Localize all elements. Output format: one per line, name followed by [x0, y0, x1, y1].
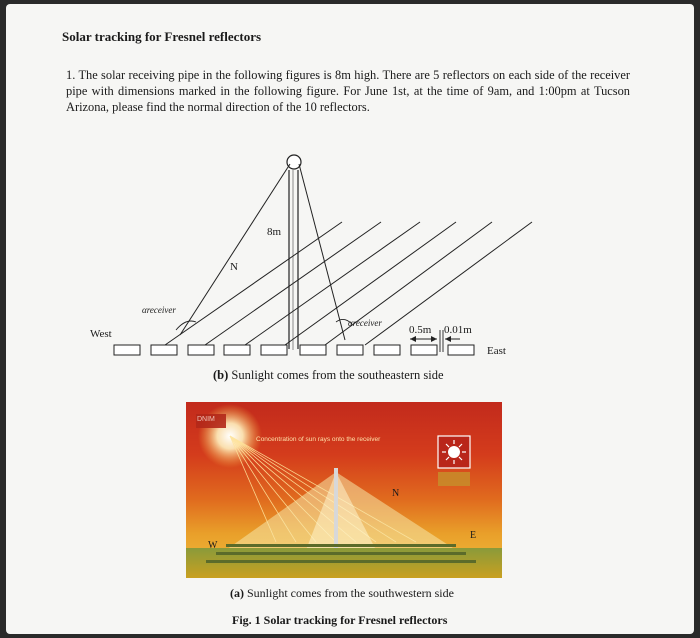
- reflector-w1: [261, 345, 287, 355]
- problem-number: 1.: [66, 68, 76, 82]
- reflector-w3: [188, 345, 214, 355]
- angle-label-west: αreceiver: [142, 305, 176, 315]
- diagram-caption-prefix: (b): [213, 368, 229, 382]
- reflector-w5: [114, 345, 140, 355]
- photo-banner: Concentration of sun rays onto the receiver: [256, 436, 381, 443]
- reflector-e4: [411, 345, 437, 355]
- reflector-e5: [448, 345, 474, 355]
- photo-north-label: N: [392, 488, 400, 499]
- diagram-caption: [213, 368, 444, 383]
- photo-west-label: W: [208, 540, 218, 551]
- mirror-rows: [206, 544, 476, 563]
- reflector-w2: [224, 345, 250, 355]
- receiver-tower: [334, 468, 338, 552]
- north-label: N: [230, 261, 238, 273]
- diagram-caption-text: Sunlight comes from the southeastern side: [231, 368, 444, 382]
- document-title: Solar tracking for Fresnel reflectors: [62, 29, 262, 44]
- reflected-ray-west: [180, 164, 290, 335]
- gap-arrow: [445, 336, 451, 342]
- receiver-circle: [287, 155, 301, 169]
- photo-caption-prefix: (a): [230, 586, 244, 600]
- height-label: 8m: [267, 226, 282, 238]
- photo-illustration: [186, 402, 502, 578]
- west-label: West: [90, 328, 112, 340]
- figure-caption: [232, 613, 447, 628]
- photo-caption-text: Sunlight comes from the southwestern side: [247, 586, 454, 600]
- width-arrow-right: [431, 336, 437, 342]
- fresnel-photo: [186, 402, 502, 578]
- east-label: East: [487, 345, 506, 357]
- angle-label-east: αreceiver: [348, 318, 382, 328]
- width-arrow-left: [410, 336, 416, 342]
- sun-icon: [448, 446, 460, 458]
- sun-ray-3: [245, 222, 420, 345]
- reflector-w4: [151, 345, 177, 355]
- sun-icon-caption-box: [438, 472, 470, 486]
- photo-logo: DNIM: [197, 416, 215, 423]
- reflector-row: [114, 345, 474, 355]
- figure-caption-prefix: Fig. 1: [232, 613, 261, 627]
- reflector-e3: [374, 345, 400, 355]
- photo-east-label: E: [470, 530, 477, 541]
- problem-text: The solar receiving pipe in the following figures is 8m high. There are 5 reflectors on each side of the receiver pipe with dimensions marked in the following figure. For June 1st, at the time of 9am, and 1:00pm at Tucson Arizona, please find the normal direction of the 10 reflectors.: [66, 68, 631, 114]
- width-label: 0.5m: [409, 324, 432, 336]
- figure-caption-text: Solar tracking for Fresnel reflectors: [263, 613, 448, 627]
- sun-ray-1: [165, 222, 342, 345]
- gap-label: 0.01m: [444, 324, 472, 336]
- photo-caption: [230, 586, 454, 601]
- reflector-e2: [337, 345, 363, 355]
- reflector-e1: [300, 345, 326, 355]
